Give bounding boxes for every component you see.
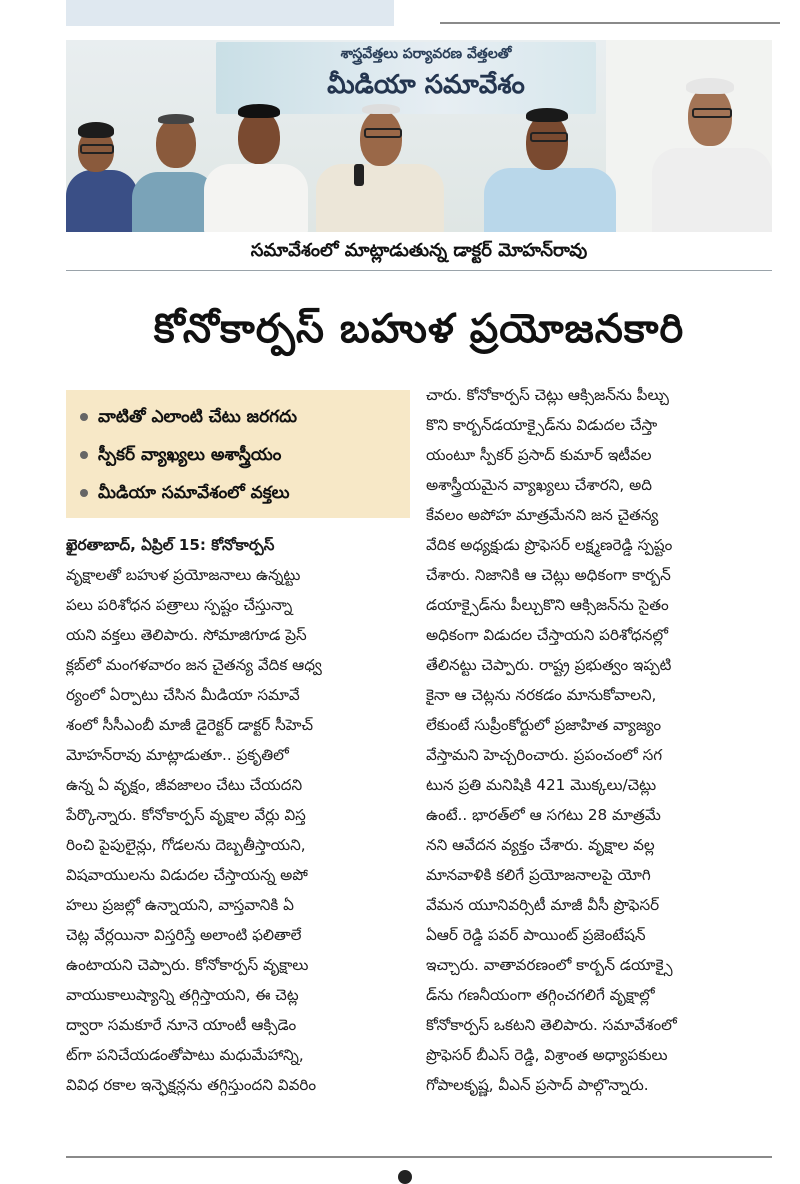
article-line: పేర్కొన్నారు. కోనోకార్పస్ వృక్షాల వేర్లు విస్త	[66, 806, 306, 824]
article-line: అధికంగా విడుదల చేస్తాయని పరిశోధనల్లో	[426, 626, 669, 644]
article-line: వేస్తామని హెచ్చరించారు. ప్రపంచంలో సగ	[426, 746, 663, 764]
article-line: డ్‌ను గణనీయంగా తగ్గించగలిగే వృక్షాల్లో	[426, 986, 655, 1004]
article-line: నని ఆవేదన వ్యక్తం చేశారు. వృక్షాల వల్ల	[426, 836, 655, 854]
article-line: తేలినట్టు చెప్పారు. రాష్ట్ర ప్రభుత్వం ఇప్పటి	[426, 656, 672, 674]
article-column-right	[426, 380, 776, 1100]
article-line: కోనోకార్పస్ ఒకటని తెలిపారు. సమావేశంలో	[426, 1016, 677, 1034]
article-line: డయాక్సైడ్‌ను పీల్చుకొని ఆక్సిజన్‌ను సైతం	[426, 596, 669, 614]
bullet-icon	[80, 489, 88, 497]
highlight-text: స్పీకర్ వ్యాఖ్యలు అశాస్త్రీయం	[98, 445, 282, 465]
article-line: కేవలం అపోహ మాత్రమేనని జన చైతన్య	[426, 506, 659, 524]
article-line: ప్రొఫెసర్ బీఎస్ రెడ్డి, విశ్రాంత అధ్యాపకులు	[426, 1046, 668, 1064]
article-line: విషవాయులను విడుదల చేస్తాయన్న అపో	[66, 866, 308, 884]
article-column-left	[66, 530, 410, 1100]
caption-divider	[66, 270, 772, 271]
article-line: ఖైరతాబాద్, ఏప్రిల్ 15: కోనోకార్పస్	[66, 536, 275, 554]
article-line: చారు. కోనోకార్పస్ చెట్లు ఆక్సిజన్‌ను పీల్చు	[426, 386, 669, 404]
article-line: కైనా ఆ చెట్లను నరకడం మానుకోవాలని,	[426, 686, 657, 704]
article-line: టున ప్రతి మనిషికి 421 మొక్కలు/చెట్లు	[426, 776, 657, 794]
article-line: ర్యంలో ఏర్పాటు చేసిన మీడియా సమావే	[66, 686, 300, 704]
article-line: ఉంటే.. భారత్‌లో ఆ సగటు 28 మాత్రమే	[426, 806, 661, 824]
bullet-icon	[80, 451, 88, 459]
bullet-icon	[80, 413, 88, 421]
article-line: హలు ప్రజల్లో ఉన్నాయని, వాస్తవానికి ఏ	[66, 896, 294, 914]
article-line: వివిధ రకాల ఇన్ఫెక్షన్లను తగ్గిస్తుందని వివరిం	[66, 1076, 317, 1094]
article-line: వృక్షాలతో బహుళ ప్రయోజనాలు ఉన్నట్టు	[66, 566, 301, 584]
banner-line-2: మీడియా సమావేశం	[327, 70, 525, 100]
article-line: మోహన్‌రావు మాట్లాడుతూ.. ప్రకృతిలో	[66, 746, 289, 764]
article-line: గోపాలకృష్ణ, వీఎన్ ప్రసాద్ పాల్గొన్నారు.	[426, 1076, 649, 1094]
news-photo	[66, 40, 772, 232]
banner-line-1: శాస్త్రవేత్తలు పర్యావరణ వేత్తలతో	[340, 46, 512, 62]
person-figure	[476, 90, 616, 232]
article-line: రించి పైపులైన్లు, గోడలను దెబ్బతీస్తాయని,	[66, 836, 306, 854]
article-line: ఏఆర్ రెడ్డి పవర్ పాయింట్ ప్రజెంటేషన్	[426, 926, 646, 944]
article-line: ద్వారా సమకూరే నూనె యాంటీ ఆక్సిడెం	[66, 1016, 297, 1034]
article-line: వేమన యూనివర్సిటీ మాజీ వీసీ ప్రొఫెసర్	[426, 896, 660, 914]
article-line: ఉంటాయని చెప్పారు. కోనోకార్పస్ వృక్షాలు	[66, 956, 309, 974]
article-line: వేదిక అధ్యక్షుడు ప్రొఫెసర్ లక్ష్మణరెడ్డి స్పష్టం	[426, 536, 673, 554]
article-line: అశాస్త్రీయమైన వ్యాఖ్యలు చేశారని, అది	[426, 476, 652, 494]
article-line: ట్‌గా పనిచేయడంతోపాటు మధుమేహాన్ని,	[66, 1046, 304, 1064]
highlight-item	[80, 436, 281, 474]
article-line: యని వక్తలు తెలిపారు. సోమాజిగూడ ప్రెస్	[66, 626, 307, 644]
highlight-item	[80, 398, 297, 436]
article-line: లేకుంటే సుప్రీంకోర్టులో ప్రజాహిత వ్యాజ్యం	[426, 716, 662, 734]
highlight-text: వాటితో ఎలాంటి చేటు జరగదు	[98, 407, 297, 427]
article-line: వాయుకాలుష్యాన్ని తగ్గిస్తాయని, ఈ చెట్ల	[66, 986, 299, 1004]
speaker-figure	[316, 80, 446, 232]
headline: కోనోకార్పస్ బహుళ ప్రయోజనకారి	[153, 306, 685, 352]
photo-caption: సమావేశంలో మాట్లాడుతున్న డాక్టర్ మోహన్‌రావు	[250, 240, 588, 261]
previous-article-strip	[0, 0, 800, 30]
article-line: కొని కార్బన్‌డయాక్సైడ్‌ను విడుదల చేస్తా	[426, 416, 658, 434]
previous-article-box	[66, 0, 394, 26]
highlight-text: మీడియా సమావేశంలో వక్తలు	[98, 483, 290, 503]
person-figure	[646, 60, 772, 232]
article-line: యంటూ స్పీకర్ ప్రసాద్ కుమార్ ఇటీవల	[426, 446, 652, 464]
article-line: మానవాళికి కలిగే ప్రయోజనాలపై యోగి	[426, 866, 651, 884]
person-figure	[204, 76, 312, 232]
article-line: చేశారు. నిజానికి ఆ చెట్లు అధికంగా కార్బన్	[426, 566, 671, 584]
article-line: క్లబ్‌లో మంగళవారం జన చైతన్య వేదిక ఆధ్వ	[66, 656, 322, 674]
article-line: ఇచ్చారు. వాతావరణంలో కార్బన్ డయాక్సై	[426, 956, 673, 974]
article-line: శంలో సీసీఎంబీ మాజీ డైరెక్టర్ డాక్టర్ సీహెచ్	[66, 716, 313, 734]
article-line: ఉన్న ఏ వృక్షం, జీవజాలం చేటు చేయదని	[66, 776, 303, 794]
highlights-box	[66, 390, 410, 518]
article-line: పలు పరిశోధన పత్రాలు స్పష్టం చేస్తున్నా	[66, 596, 293, 614]
previous-article-rule	[440, 22, 780, 24]
highlight-item	[80, 474, 290, 512]
page-bottom-rule	[66, 1156, 772, 1158]
article-line: చెట్ల వేర్లయినా విస్తరిస్తే అలాంటి ఫలితాలే	[66, 926, 302, 944]
